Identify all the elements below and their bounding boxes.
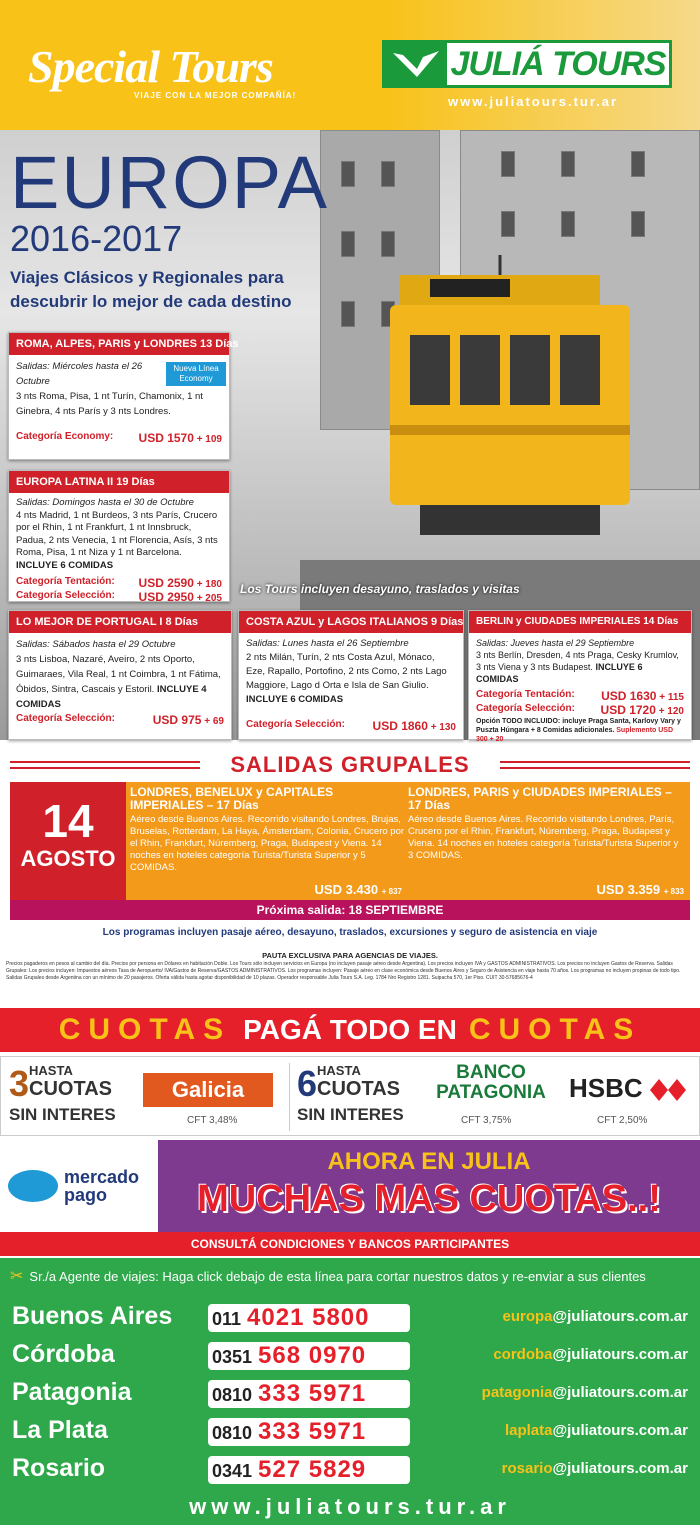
tours-include-note: Los Tours incluyen desayuno, traslados y visitas: [240, 582, 520, 596]
hsbc-logo: HSBC: [569, 1073, 686, 1104]
office-email[interactable]: europa@juliatours.com.ar: [502, 1308, 688, 1325]
office-city: Córdoba: [12, 1340, 115, 1368]
mercadopago-logo: mercado pago: [0, 1140, 158, 1232]
office-city: La Plata: [12, 1416, 108, 1444]
tour-meals: INCLUYE 6 COMIDAS: [246, 694, 344, 705]
tour-category: Categoría Selección: USD 1720 + 120: [476, 703, 684, 717]
tour-card-europa-latina[interactable]: [8, 470, 230, 602]
group-option-text: Aéreo desde Buenos Aires. Recorrido visitando Londres, París, Crucero por el Rhin, Frankfurt, Núremberg, Praga, Budapest y Viena. 14 noches en hoteles categoría Turista/Turista Superior y 3 COMIDAS.: [408, 814, 679, 861]
group-departures-title: SALIDAS GRUPALES: [230, 752, 470, 777]
cft-rate: CFT 2,50%: [597, 1115, 648, 1126]
banco-patagonia-logo: BANCO PATAGONIA: [436, 1062, 546, 1103]
brand-subtitle: VIAJE CON LA MEJOR COMPAÑÍA!: [134, 91, 297, 100]
tour-title: EUROPA LATINA II 19 Días: [9, 471, 229, 493]
tour-departures: Salidas: Jueves hasta el 29 Septiembre: [476, 638, 635, 648]
julia-tours-logo[interactable]: [382, 40, 672, 88]
more-installments-headline: MUCHAS MAS CUOTAS..!: [197, 1178, 661, 1220]
tour-card-costa-azul[interactable]: [238, 610, 464, 740]
tour-meals: INCLUYE 6 COMIDAS: [16, 559, 114, 571]
consult-conditions[interactable]: CONSULTÁ CONDICIONES Y BANCOS PARTICIPANTES: [0, 1232, 700, 1256]
office-email[interactable]: rosario@juliatours.com.ar: [501, 1460, 688, 1477]
tour-title: BERLIN y CIUDADES IMPERIALES 14 Días: [469, 611, 691, 633]
hsbc-hexagon-icon: [650, 1079, 686, 1101]
tour-category: Categoría Selección: USD 1860 + 130: [246, 719, 456, 733]
group-departure-date: [10, 782, 126, 900]
tour-departures: Salidas: Miércoles hasta el 26 Octubre: [16, 361, 143, 387]
group-option-text: Aéreo desde Buenos Aires. Recorrido visitando Londres, Brujas, Bruselas, Rotterdam, La Haya, Ámsterdam, Colonia, Crucero por el Rhin, Frankfurt, Núremberg, Praga, Budapest y Viena. 14 noches en hoteles categoría Turista/Turista Superior y 5 COMIDAS.: [130, 814, 405, 873]
office-phone[interactable]: 0810 333 5971: [208, 1418, 410, 1446]
installments-slogan: PAGÁ TODO EN: [243, 1014, 457, 1045]
tour-departures: Salidas: Sábados hasta el 29 Octubre: [16, 639, 176, 650]
cft-rate: CFT 3,75%: [461, 1115, 512, 1126]
tour-itinerary: 3 nts Lisboa, Nazaré, Aveiro, 2 nts Oporto, Guimaraes, Vila Real, 1 nt Coimbra, 1 nt Fátima, Óbidos, Sintra, Cascais y Estoril.: [16, 654, 221, 695]
tour-meals: INCLUYE 6 COMIDAS: [476, 662, 643, 684]
office-email[interactable]: patagonia@juliatours.com.ar: [481, 1384, 688, 1401]
bank-offers: [0, 1056, 700, 1136]
office-email[interactable]: cordoba@juliatours.com.ar: [493, 1346, 688, 1363]
office-city: Patagonia: [12, 1378, 132, 1406]
scissors-icon: ✂: [10, 1268, 24, 1285]
departure-month: AGOSTO: [20, 846, 116, 871]
tour-category: Categoría Tentación: USD 1630 + 115: [476, 689, 684, 703]
tour-card-portugal[interactable]: [8, 610, 232, 740]
tour-departures: Salidas: Domingos hasta el 30 de Octubre: [16, 497, 194, 508]
office-row: [0, 1300, 700, 1336]
installments-word: CUOTAS: [58, 1013, 232, 1046]
office-row: [0, 1414, 700, 1450]
tour-category: Categoría Selección: USD 2950 + 205: [16, 590, 222, 604]
installments-banner: [0, 1008, 700, 1052]
group-option-heading: LONDRES, PARIS y CIUDADES IMPERIALES – 17 Días: [408, 785, 672, 812]
new-line-badge: Nueva Línea Economy: [166, 362, 226, 386]
fine-print: Precios pagaderos en pesos al cambio del día. Precios por persona en Dólares en habitación Doble. Los Tours sólo incluyen servicios en Europa (no incluyen pasaje aéreo desde Argentina). Los precios incluyen IVA y GASTOS ADMINISTRATIVOS. Los precios no incluyen Gastos de Reserva. Salidas Grupales: Los precios incluyen: Impuestos aéreos Tasa de Aeropuerto/ IVA/Gastos de Reserva/GASTOS ADMINISTRATIVOS. Los programas incluyen: Pasaje aéreo en clase económica desde Buenos Aires y Seguro de Asistencia en viaje hasta 70 años. Los programas no incluyen propinas de todo tipo. Salidas Grupales desde Argentina con un mínimo de 20 pasajeros. Oferta válida hasta agotar disponibilidad de 10 plazas. Operador responsable Julia Tours S.A. Leg. 1784 Nro Registro 1281. Suipacha 570, 1er Piso. CUIT 30-57685676-4: [6, 961, 681, 981]
tour-itinerary: 3 nts Roma, Pisa, 1 nt Turín, Chamonix, 1 nt Ginebra, 4 nts París y 3 nts Londres.: [16, 391, 203, 417]
tour-title: LO MEJOR DE PORTUGAL I 8 Días: [9, 611, 231, 633]
tour-option: Opción TODO INCLUIDO: incluye Praga Santa, Karlovy Vary y Puszta Húngara + 8 Comidas adicionales.: [476, 718, 681, 734]
tour-card-roma[interactable]: [8, 332, 239, 460]
office-phone[interactable]: 0341 527 5829: [208, 1456, 410, 1484]
agent-note: ✂ Sr./a Agente de viajes: Haga click debajo de esta línea para cortar nuestros datos y re-enviar a sus clientes: [10, 1268, 646, 1285]
next-departure: Próxima salida: 18 SEPTIEMBRE: [10, 900, 690, 920]
cft-rate: CFT 3,48%: [187, 1115, 238, 1126]
page-title: EUROPA: [10, 141, 330, 224]
group-option-price: USD 3.430 + 837: [314, 882, 402, 897]
tram-illustration: [360, 255, 680, 555]
tour-meals: INCLUYE 4 COMIDAS: [16, 684, 207, 710]
office-phone[interactable]: 0351 568 0970: [208, 1342, 410, 1370]
tour-itinerary: 3 nts Berlín, Dresden, 4 nts Praga, Cesky Krumlov, 3 nts Viena y 3 nts Budapest.: [476, 650, 679, 672]
departure-day: 14: [42, 795, 94, 847]
tour-category: Categoría Selección: USD 975 + 69: [16, 713, 224, 727]
group-option-price: USD 3.359 + 833: [596, 882, 684, 897]
tour-supplement: Suplemento USD 300 + 20: [476, 727, 674, 743]
handshake-icon: [8, 1170, 58, 1202]
galicia-logo: Galicia: [143, 1073, 273, 1107]
group-option-heading: LONDRES, BENELUX y CAPITALES IMPERIALES – 17 Días: [130, 785, 334, 812]
programs-include: Los programas incluyen pasaje aéreo, desayuno, traslados, excursiones y seguro de asistencia en viaje: [102, 927, 598, 938]
group-option-2[interactable]: [408, 786, 684, 898]
tour-title: COSTA AZUL y LAGOS ITALIANOS 9 Días: [239, 611, 463, 633]
website-link-top[interactable]: www.juliatours.tur.ar: [448, 94, 619, 109]
tour-card-berlin[interactable]: [468, 610, 692, 743]
office-row: [0, 1376, 700, 1412]
tour-title: ROMA, ALPES, PARIS y LONDRES 13 Días: [9, 333, 229, 355]
office-phone[interactable]: 011 4021 5800: [208, 1304, 410, 1332]
offer-3-installments: 3 HASTA CUOTAS SIN INTERES: [9, 1063, 116, 1124]
tour-itinerary: 4 nts Madrid, 1 nt Burdeos, 3 nts París, Crucero por el Rhin, 1 nt Frankfurt, 1 nt Innsbruck, Padua, 2 nts Venecia, 1 nt Florencia, Asís, 3 nts Roma, Pisa, 1 nt Niza y 1 nt Barcelona.: [16, 509, 218, 558]
now-at-julia: AHORA EN JULIA: [327, 1148, 531, 1175]
office-row: [0, 1338, 700, 1374]
julia-bird-icon: [385, 43, 447, 85]
logo-text: JULIÁ TOURS: [450, 44, 666, 83]
tour-itinerary: 2 nts Milán, Turín, 2 nts Costa Azul, Mónaco, Eze, Rapallo, Portofino, 2 nts Como, 2 nts Lago Maggiore, Lago d Orta e Isla de San Giulio.: [246, 652, 447, 691]
office-city: Buenos Aires: [12, 1302, 173, 1330]
office-phone[interactable]: 0810 333 5971: [208, 1380, 410, 1408]
installments-word: CUOTAS: [468, 1013, 642, 1046]
tour-category: Categoría Tentación: USD 2590 + 180: [16, 576, 222, 590]
agency-notice: PAUTA EXCLUSIVA PARA AGENCIAS DE VIAJES.: [262, 951, 438, 960]
offer-6-installments: 6 HASTA CUOTAS SIN INTERES: [297, 1063, 404, 1124]
office-email[interactable]: laplata@juliatours.com.ar: [504, 1422, 688, 1439]
tour-departures: Salidas: Lunes hasta el 26 Septiembre: [246, 638, 409, 649]
office-row: [0, 1452, 700, 1488]
office-city: Rosario: [12, 1454, 106, 1482]
brand-title: Special Tours: [28, 41, 273, 92]
tour-category: Categoría Economy: USD 1570 + 109: [16, 431, 222, 445]
group-option-1[interactable]: [130, 786, 406, 898]
tagline: Viajes Clásicos y Regionales para descubrir lo mejor de cada destino: [10, 268, 292, 311]
page-years: 2016-2017: [10, 218, 183, 259]
website-link-bottom[interactable]: www.juliatours.tur.ar: [189, 1494, 511, 1519]
